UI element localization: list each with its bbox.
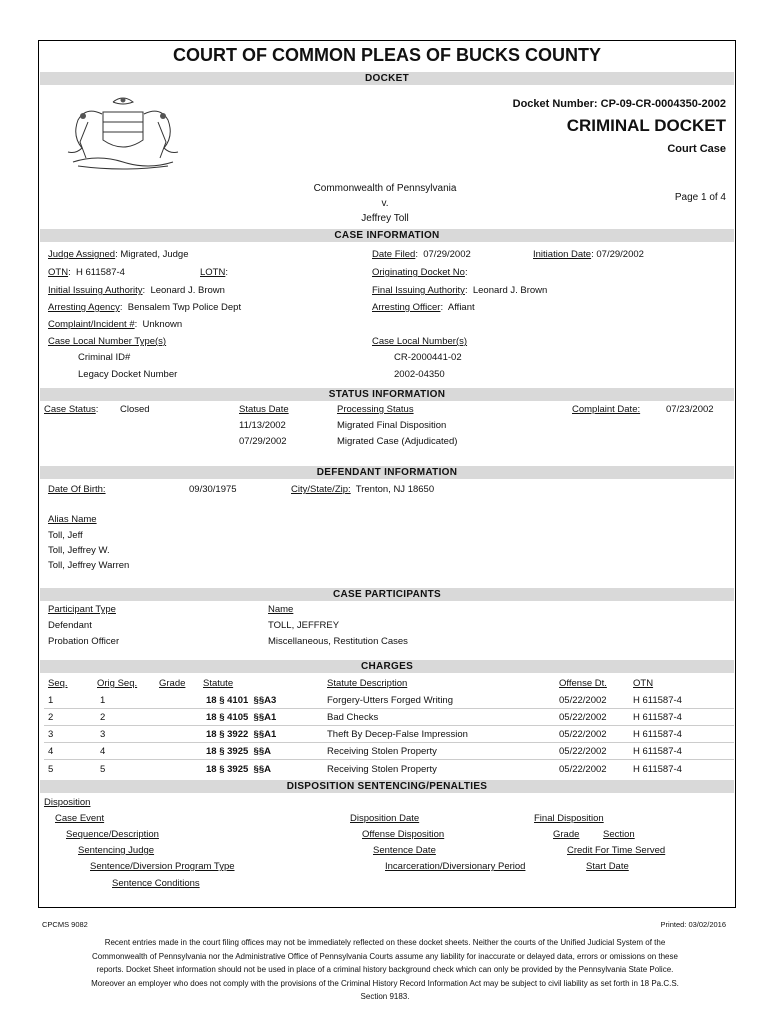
- pennsylvania-seal-icon: [58, 92, 188, 172]
- complaint-value: Unknown: [142, 319, 183, 330]
- charge-2-seq: 2: [48, 712, 54, 723]
- complaint-row: Complaint/Incident #: Unknown: [48, 319, 183, 330]
- initiation-row: Initiation Date: 07/29/2002: [533, 249, 644, 260]
- local-number-2: 2002-04350: [394, 369, 445, 380]
- charge-5-orig: 5: [100, 764, 106, 775]
- charge-2-offense: 05/22/2002: [559, 712, 607, 723]
- caption-line1: Commonwealth of Pennsylvania: [313, 183, 457, 194]
- charge-2-statute: 18 § 4105 §§A1: [206, 712, 277, 723]
- case-status-label: Case Status: [44, 404, 96, 415]
- arresting-officer-label: Arresting Officer: [372, 302, 441, 313]
- page-indicator: Page 1 of 4: [674, 192, 726, 203]
- alias-label: Alias Name: [48, 514, 97, 525]
- initiation-label: Initiation Date: [533, 249, 592, 260]
- printed-date: Printed: 03/02/2016: [660, 920, 726, 929]
- docket-bar: DOCKET: [40, 72, 734, 85]
- charge-3-otn: H 611587-4: [633, 729, 682, 740]
- alias-2: Toll, Jeffrey W.: [48, 545, 110, 556]
- case-status-row: Case Status:: [44, 404, 99, 415]
- sequence-description-label: Sequence/Description: [66, 829, 159, 840]
- credit-label: Credit For Time Served: [567, 845, 666, 856]
- dob-value: 09/30/1975: [189, 484, 237, 495]
- charge-4-otn: H 611587-4: [633, 746, 682, 757]
- sentencing-judge-label: Sentencing Judge: [78, 845, 155, 856]
- charge-1-seq: 1: [48, 695, 54, 706]
- charge-1-orig: 1: [100, 695, 106, 706]
- incarceration-label: Incarceration/Diversionary Period: [385, 861, 526, 872]
- date-filed-row: Date Filed: 07/29/2002: [372, 249, 471, 260]
- charges-header-grade: Grade: [159, 678, 186, 689]
- arresting-officer-value: Affiant: [447, 302, 475, 313]
- lotn-row: LOTN:: [200, 267, 228, 278]
- sentence-date-label: Sentence Date: [373, 845, 436, 856]
- sentence-conditions-label: Sentence Conditions: [112, 878, 200, 889]
- start-date-label: Start Date: [586, 861, 629, 872]
- status-date-1: 11/13/2002: [239, 420, 286, 431]
- charge-divider: [44, 725, 734, 726]
- docket-number: Docket Number: CP-09-CR-0004350-2002: [512, 98, 726, 110]
- charge-5-otn: H 611587-4: [633, 764, 682, 775]
- participant-type-1: Defendant: [48, 620, 92, 631]
- otn-label: OTN: [48, 267, 69, 278]
- charges-header-otn: OTN: [633, 678, 654, 689]
- charge-2-otn: H 611587-4: [633, 712, 682, 723]
- final-authority-label: Final Issuing Authority: [372, 285, 465, 296]
- local-type-2: Legacy Docket Number: [78, 369, 178, 380]
- charge-4-statute: 18 § 3925 §§A: [206, 746, 271, 757]
- charges-header-seq: Seq.: [48, 678, 68, 689]
- offense-disposition-label: Offense Disposition: [362, 829, 445, 840]
- local-number-1: CR-2000441-02: [394, 352, 462, 363]
- charge-1-desc: Forgery-Utters Forged Writing: [327, 695, 453, 706]
- charge-4-offense: 05/22/2002: [559, 746, 607, 757]
- status-date-label: Status Date: [239, 404, 289, 415]
- case-event-label: Case Event: [55, 813, 105, 824]
- processing-status-1: Migrated Final Disposition: [337, 420, 447, 431]
- judge-row: Judge Assigned: Migrated, Judge: [48, 249, 189, 260]
- charge-5-statute: 18 § 3925 §§A: [206, 764, 271, 775]
- charge-1-otn: H 611587-4: [633, 695, 682, 706]
- initial-authority-label: Initial Issuing Authority: [48, 285, 143, 296]
- city-label: City/State/Zip:: [291, 484, 351, 495]
- lotn-label: LOTN: [200, 267, 226, 278]
- charge-4-desc: Receiving Stolen Property: [327, 746, 437, 757]
- complaint-label: Complaint/Incident #: [48, 319, 135, 330]
- charge-4-seq: 4: [48, 746, 54, 757]
- city-value: Trenton, NJ 18650: [355, 484, 435, 495]
- participant-name-label: Name: [268, 604, 294, 615]
- otn-row: OTN: H 611587-4: [48, 267, 125, 278]
- charges-header-offense: Offense Dt.: [559, 678, 607, 689]
- local-number-label: Case Local Number(s): [372, 336, 468, 347]
- complaint-date-label: Complaint Date:: [572, 404, 641, 415]
- final-authority-row: Final Issuing Authority: Leonard J. Brown: [372, 285, 548, 296]
- processing-status-label: Processing Status: [337, 404, 414, 415]
- charge-2-desc: Bad Checks: [327, 712, 379, 723]
- charge-2-orig: 2: [100, 712, 106, 723]
- dob-label: Date Of Birth:: [48, 484, 106, 495]
- judge-label: Judge Assigned: [48, 249, 116, 260]
- final-authority-value: Leonard J. Brown: [472, 285, 548, 296]
- case-status-value: Closed: [120, 404, 150, 415]
- date-filed-label: Date Filed: [372, 249, 416, 260]
- charges-header-desc: Statute Description: [327, 678, 408, 689]
- status-information-bar: STATUS INFORMATION: [40, 388, 734, 401]
- disposition-bar: DISPOSITION SENTENCING/PENALTIES: [40, 780, 734, 793]
- complaint-date-value: 07/23/2002: [666, 404, 714, 415]
- case-information-bar: CASE INFORMATION: [40, 229, 734, 242]
- charge-1-offense: 05/22/2002: [559, 695, 607, 706]
- otn-value: H 611587-4: [75, 267, 125, 278]
- caption-line3: Jeffrey Toll: [361, 213, 409, 224]
- initial-authority-value: Leonard J. Brown: [150, 285, 225, 296]
- form-id: CPCMS 9082: [42, 920, 88, 929]
- charge-3-orig: 3: [100, 729, 106, 740]
- charge-5-seq: 5: [48, 764, 54, 775]
- local-type-label: Case Local Number Type(s): [48, 336, 167, 347]
- orig-docket-label: Originating Docket No: [372, 267, 465, 278]
- defendant-information-bar: DEFENDANT INFORMATION: [40, 466, 734, 479]
- charge-divider: [44, 759, 734, 760]
- section-label: Section: [603, 829, 635, 840]
- local-type-1: Criminal ID#: [78, 352, 131, 363]
- charge-3-offense: 05/22/2002: [559, 729, 607, 740]
- charges-header-statute: Statute: [203, 678, 234, 689]
- case-participants-bar: CASE PARTICIPANTS: [40, 588, 734, 601]
- arresting-officer-row: Arresting Officer: Affiant: [372, 302, 475, 313]
- charge-5-offense: 05/22/2002: [559, 764, 607, 775]
- participant-name-1: TOLL, JEFFREY: [268, 620, 340, 631]
- caption-line2: v.: [381, 198, 389, 209]
- processing-status-2: Migrated Case (Adjudicated): [337, 436, 458, 447]
- initial-authority-row: Initial Issuing Authority: Leonard J. Brown: [48, 285, 225, 296]
- participant-name-2: Miscellaneous, Restitution Cases: [268, 636, 408, 647]
- participant-type-label: Participant Type: [48, 604, 116, 615]
- court-case-label: Court Case: [667, 143, 726, 155]
- arresting-agency-label: Arresting Agency: [48, 302, 120, 313]
- charge-5-desc: Receiving Stolen Property: [327, 764, 437, 775]
- arresting-agency-row: Arresting Agency: Bensalem Twp Police Dept: [48, 302, 242, 313]
- sentence-program-label: Sentence/Diversion Program Type: [90, 861, 235, 872]
- final-disposition-label: Final Disposition: [534, 813, 604, 824]
- judge-value: Migrated, Judge: [120, 249, 189, 260]
- disposition-date-label: Disposition Date: [350, 813, 420, 824]
- charge-1-statute: 18 § 4101 §§A3: [206, 695, 277, 706]
- initiation-value: 07/29/2002: [596, 249, 644, 260]
- charge-divider: [44, 708, 734, 709]
- grade-label: Grade: [553, 829, 580, 840]
- alias-1: Toll, Jeff: [48, 530, 83, 541]
- arresting-agency-value: Bensalem Twp Police Dept: [127, 302, 242, 313]
- court-title: COURT OF COMMON PLEAS OF BUCKS COUNTY: [173, 45, 601, 65]
- status-date-2: 07/29/2002: [239, 436, 287, 447]
- orig-docket-row: Originating Docket No:: [372, 267, 468, 278]
- city-row: [291, 484, 434, 495]
- charges-bar: CHARGES: [40, 660, 734, 673]
- disclaimer-notice: Recent entries made in the court filing offices may not be immediately reflected on these docket sheets. Neither the courts of the Unified Judicial System of the Commonwealth of Pennsylvania nor the Administrative Office of Pennsylvania Courts assume any liability for inaccurate or delayed data, errors or omissions on these reports. Docket Sheet information should not be used in place of a criminal history background check which can only be provided by the Pennsylvania State Police. Moreover an employer who does not comply with the provisions of the Criminal History Record Information Act may be subject to civil liability as set forth in 18 Pa.C.S. Section 9183.: [91, 938, 679, 1001]
- charges-header-orig: Orig Seq.: [97, 678, 138, 689]
- participant-type-2: Probation Officer: [48, 636, 120, 647]
- date-filed-value: 07/29/2002: [423, 249, 471, 260]
- charge-3-statute: 18 § 3922 §§A1: [206, 729, 277, 740]
- charge-divider: [44, 742, 734, 743]
- disposition-label: Disposition: [44, 797, 91, 808]
- docket-type: CRIMINAL DOCKET: [566, 116, 726, 135]
- alias-3: Toll, Jeffrey Warren: [48, 560, 130, 571]
- charge-4-orig: 4: [100, 746, 106, 757]
- charge-3-seq: 3: [48, 729, 54, 740]
- charge-3-desc: Theft By Decep-False Impression: [327, 729, 468, 740]
